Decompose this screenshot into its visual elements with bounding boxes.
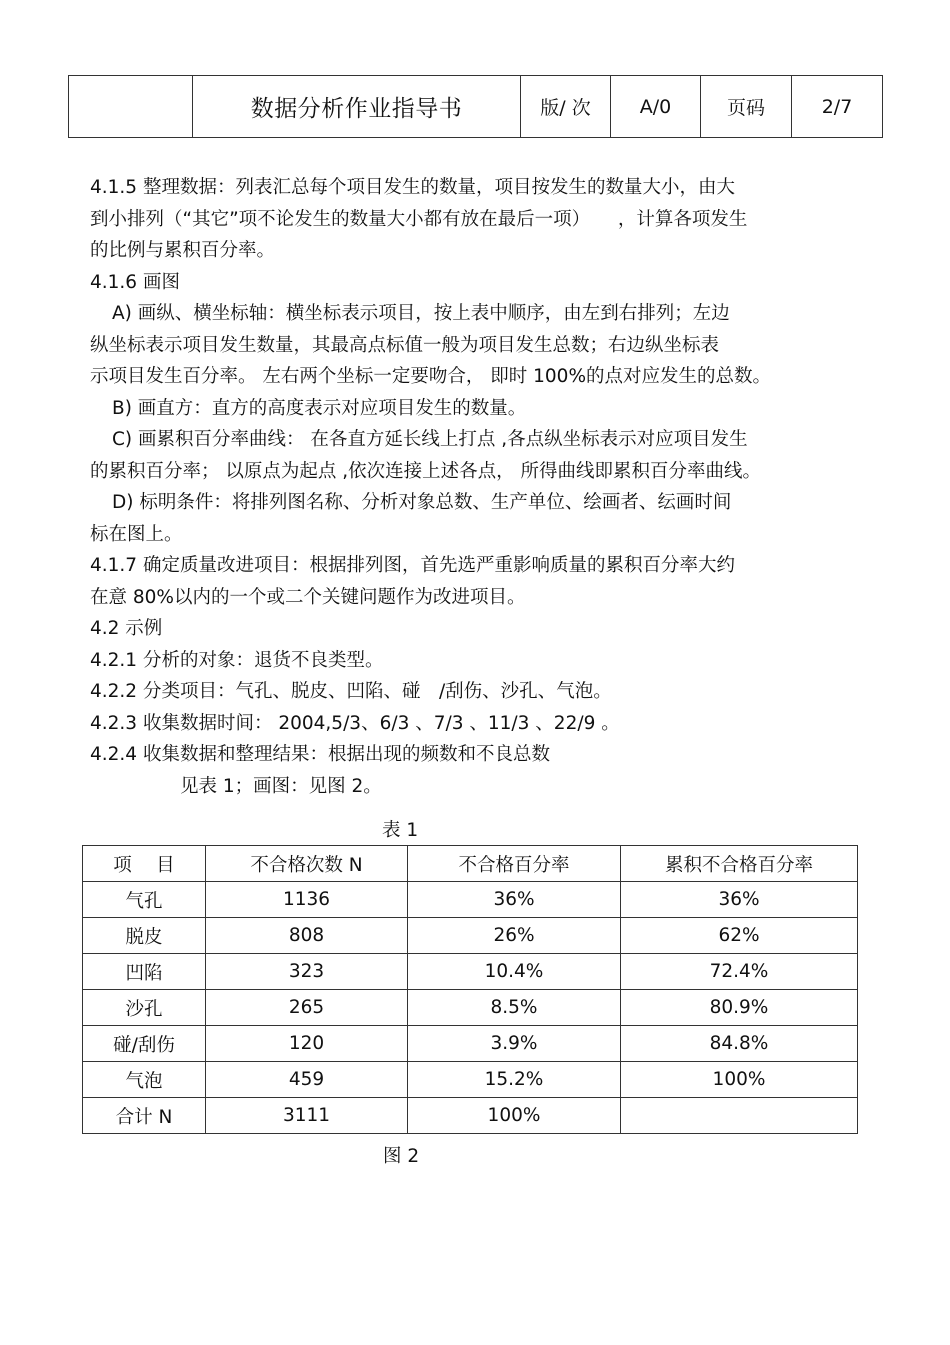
table-cell: 1136 (206, 882, 408, 918)
table-caption: 表 1 (382, 820, 419, 841)
page-number: 2/7 (792, 76, 883, 138)
text-line: 的累积百分率； 以原点为起点 ,依次连接上述各点， 所得曲线即累积百分率曲线。 (90, 460, 762, 482)
table-row (83, 954, 858, 990)
column-header: 累积不合格百分率 (621, 846, 858, 882)
table-cell: 100% (621, 1062, 858, 1098)
table-cell: 凹陷 (83, 954, 206, 990)
table-cell: 脱皮 (83, 918, 206, 954)
body-text (90, 172, 870, 802)
table-row (83, 990, 858, 1026)
table-cell: 合计 N (83, 1098, 206, 1134)
table-cell: 323 (206, 954, 408, 990)
text-line: 的比例与累积百分率。 (90, 240, 276, 261)
text-line: 4.2.2 分类项目：气孔、脱皮、凹陷、碰 /刮伤、沙孔、气泡。 (90, 681, 612, 702)
table-cell (621, 1098, 858, 1134)
table-total-row (83, 1098, 858, 1134)
column-header: 项 目 (83, 846, 206, 882)
table-cell: 沙孔 (83, 990, 206, 1026)
text-line: 在意 80%以内的一个或二个关键问题作为改进项目。 (90, 586, 526, 608)
text-line: 见表 1；画图：见图 2。 (180, 775, 382, 797)
section-heading: 4.1.6 画图 (90, 271, 180, 293)
table-cell: 3111 (206, 1098, 408, 1134)
table-cell: 8.5% (408, 990, 621, 1026)
text-line: B) 画直方：直方的高度表示对应项目发生的数量。 (112, 397, 527, 419)
table-cell: 265 (206, 990, 408, 1026)
document-title: 数据分析作业指导书 (193, 76, 521, 138)
logo-cell (69, 76, 193, 138)
table-cell: 100% (408, 1098, 621, 1134)
text-line: D) 标明条件：将排列图名称、分析对象总数、生产单位、绘画者、纭画时间 (112, 492, 732, 513)
table-cell: 气泡 (83, 1062, 206, 1098)
column-header: 不合格次数 N (206, 846, 408, 882)
table-row (83, 882, 858, 918)
text-line: 4.2.3 收集数据时间： 2004,5/3、6/3 、7/3 、11/3 、22/9 。 (90, 712, 620, 734)
table-cell: 459 (206, 1062, 408, 1098)
text-line: 4.2.1 分析的对象：退货不良类型。 (90, 649, 384, 671)
table-cell: 36% (408, 882, 621, 918)
table-cell: 气孔 (83, 882, 206, 918)
table-cell: 碰/刮伤 (83, 1026, 206, 1062)
table-header-row (83, 846, 858, 882)
page-label: 页码 (701, 76, 792, 138)
section-heading: 4.2 示例 (90, 618, 163, 639)
table-cell: 3.9% (408, 1026, 621, 1062)
text-line: 到小排列（“其它”项不论发生的数量大小都有放在最后一项） ，计算各项发生 (90, 208, 748, 230)
table-cell: 84.8% (621, 1026, 858, 1062)
table-cell: 10.4% (408, 954, 621, 990)
table-cell: 15.2% (408, 1062, 621, 1098)
text-line: C) 画累积百分率曲线： 在各直方延长线上打点 ,各点纵坐标表示对应项目发生 (112, 429, 748, 450)
table-cell: 80.9% (621, 990, 858, 1026)
text-line: A) 画纵、横坐标轴：横坐标表示项目，按上表中顺序，由左到右排列；左边 (112, 303, 730, 324)
text-line: 4.1.7 确定质量改进项目：根据排列图，首先选严重影响质量的累积百分率大约 (90, 555, 735, 576)
text-line: 4.1.5 整理数据：列表汇总每个项目发生的数量，项目按发生的数量大小，由大 (90, 177, 735, 198)
table-cell: 808 (206, 918, 408, 954)
text-line: 4.2.4 收集数据和整理结果：根据出现的频数和不良总数 (90, 744, 550, 765)
table-cell: 62% (621, 918, 858, 954)
table-cell: 72.4% (621, 954, 858, 990)
table-cell: 120 (206, 1026, 408, 1062)
table-cell: 36% (621, 882, 858, 918)
document-header (68, 75, 883, 138)
version-label: 版/ 次 (521, 76, 611, 138)
version-value: A/0 (611, 76, 701, 138)
text-line: 纵坐标表示项目发生数量，其最高点标值一般为项目发生总数；右边纵坐标表 (90, 334, 720, 356)
table-row (83, 918, 858, 954)
table-row (83, 1062, 858, 1098)
table-row (83, 1026, 858, 1062)
text-line: 示项目发生百分率。 左右两个坐标一定要吻合， 即时 100%的点对应发生的总数。 (90, 366, 772, 387)
figure-caption: 图 2 (383, 1146, 420, 1167)
text-line: 标在图上。 (90, 523, 183, 545)
table-cell: 26% (408, 918, 621, 954)
defect-table (82, 845, 858, 1134)
column-header: 不合格百分率 (408, 846, 621, 882)
